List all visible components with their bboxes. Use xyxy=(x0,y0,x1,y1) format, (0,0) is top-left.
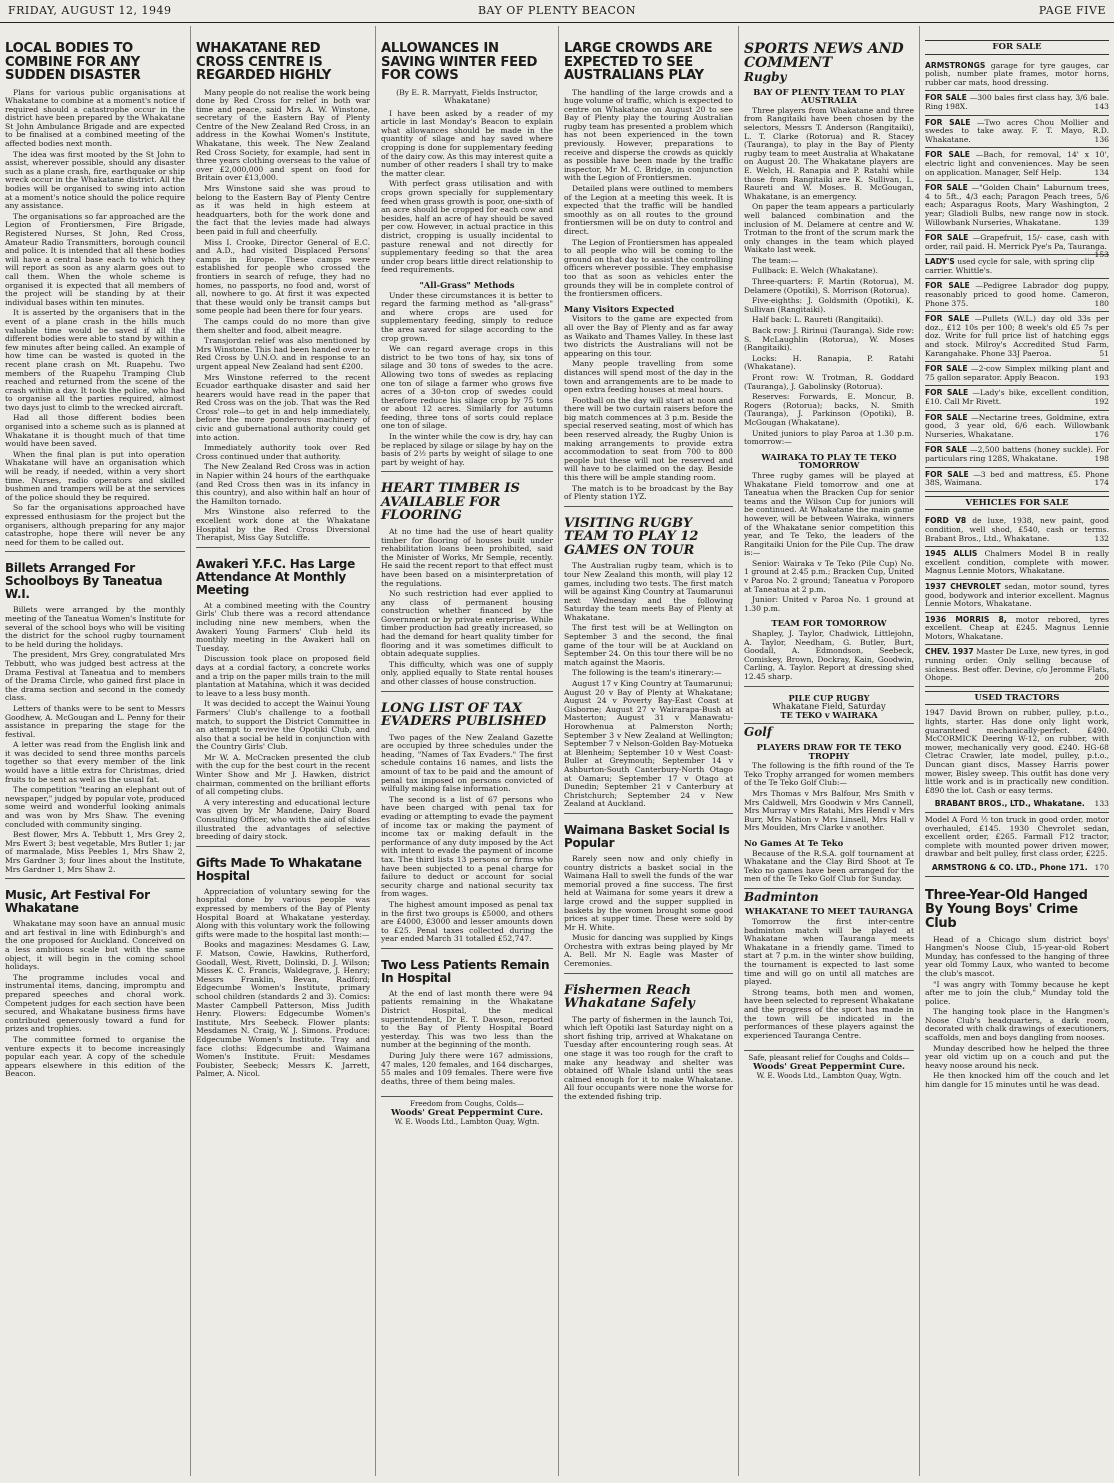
classified-ad xyxy=(925,116,1109,149)
paragraph: The programme includes vocal and instrumental items, dancing, impromptu and prepared speeches and choral work. Competent judges for each section have been secured, and Whakatane business firms have contributed generously toward a fund for prizes and trophies. xyxy=(5,972,185,1034)
headline-wairaka: WAIRAKA TO PLAY TE TEKO TOMORROW xyxy=(761,451,897,471)
ad-number: 198 xyxy=(1094,453,1109,463)
column-4 xyxy=(558,26,738,1476)
classified-lead: FOR SALE xyxy=(925,314,970,324)
paragraph: When the final plan is put into operation Whakatane will have an organisation which will be ready, if needed, within a very short time. Nurses, radio operators and skilled bushmen and trampers will be at the services of the police should they be required. xyxy=(5,449,185,502)
classified-text: —Grapefruit, 15/- case, cash with order, rail paid. H. Merrick Pye's Pa, Tauranga. xyxy=(925,233,1109,251)
paragraph: Front row: W. Trotman, R. Goddard (Tauranga), J. Gabolinsky (Rotorua). xyxy=(744,373,914,391)
ad-address: W. E. Woods Ltd., Lambton Quay, Wgtn. xyxy=(756,1070,902,1080)
paragraph: Books and magazines: Mesdames G. Law, F. Matson, Cowie, Hawkins, Rutherford, Goodall, West, Rivett, Dolinski, D. J. Wilson; Misses K. C. Francis, Waldegrave, J. Henry; Messrs Franklin, Bevan, Radford; Edgecumbe Women's Institute, primary school children (standards 2 and 3). Comics: Master Campbell Patterson, Miss Judith Henry. Flowers: Edgecumbe Women's Institute, Mrs Seebeck. Flower plants: Mesdames N. Craig, W. J. Simons. Produce: Edgecumbe Women's Institute. Tray and face cloths: Edgecumbe and Waimana Women's Institute. Fruit: Mesdames Foubister, Seebeck; Messrs K. Jarrett, Palmer, A. Nicol. xyxy=(196,940,370,1079)
tractors-text: 1947 David Brown on rubber, pulley, p.t.o., lights, starter. Has done only light work, guaranteed mechanically-perfect. £490. McCORMICK Deering W-12, on rubber, with mower, mechanically very good. £240. HG-68 Cletrac Crawler, late model, pulley, p.t.o., Duncan giant discs, Massey Harris power mower, Bisley sweep. This outfit has done very little work and is in practically new condition. £890 the lot. Cash or easy terms. xyxy=(925,708,1109,795)
paragraph: The Australian rugby team, which is to tour New Zealand this month, will play 12 games, including two tests. The first match will be against King Country at Taumarunui next Wednesday and the following Saturday the team meets Bay of Plenty at Whakatane. xyxy=(564,561,733,622)
paragraph: Rarely seen now and only chiefly in country districts a basket social in the Waimana Hall to swell the funds of the war memorial proved a fine success. The first held at Waimana for some years it drew a large crowd and the supper supplied in baskets by the women brought some good prices at supper time. These were sold by Mr H. White. xyxy=(564,853,733,932)
classified-text: —2,500 battens (honey suckle). For particulars ring 128S, Whakatane. xyxy=(925,445,1109,463)
paragraph: The camps could do no more than give them shelter and food, albeit meagre. xyxy=(196,316,370,335)
classified-lead: FORD V8 xyxy=(925,516,967,526)
ad-number: 174 xyxy=(1094,478,1109,488)
paragraph: The highest amount imposed as penal tax in the first two groups is £5000, and others are £4000, £3000 and lesser amounts down to £25. Penal taxes collected during the year ended March 31 totalled £52,747. xyxy=(381,899,553,944)
divider xyxy=(564,813,733,814)
paragraph: United juniors to play Paroa at 1.30 p.m. tomorrow:— xyxy=(744,428,914,447)
classified-lead: FOR SALE xyxy=(925,183,968,193)
paragraph: Music for dancing was supplied by Kings Orchestra with extras being played by Mr A. Bell. Mr N. Eagle was Master of Ceremonies. xyxy=(564,933,733,969)
classified-ad xyxy=(925,279,1109,312)
divider xyxy=(744,686,914,687)
subheading: Many Visitors Expected xyxy=(564,303,675,314)
paragraph: Five-eighths: J. Goldsmith (Opotiki), K. Sullivan (Rangitaiki). xyxy=(744,296,914,314)
headline-two-less-patients: Two Less Patients Remain In Hospital xyxy=(381,957,550,985)
paragraph: Senior: Wairaka v Te Teko (Pile Cup) No. 1 ground at 2.45 p.m.; Bracken Cup, United v Paroa No. 2 ground; Taneatua v Poroporo at Taneatua at 2 p.m. xyxy=(744,558,914,594)
classified-ad xyxy=(925,386,1109,410)
ad-number: 132 xyxy=(1094,533,1109,543)
ad-number: 192 xyxy=(1094,397,1109,406)
classified-lead: FOR SALE xyxy=(925,388,969,398)
classified-lead: FOR SALE xyxy=(925,469,969,479)
pile-cup-venue: Whakatane Field, Saturday xyxy=(772,701,886,712)
paragraph: The following is the fifth round of the Te Teko Trophy arranged for women members of the Te Teko Golf Club:— xyxy=(744,761,914,788)
paragraph: Letters of thanks were to be sent to Messrs Goodhew, A. McGougan and L. Penny for their assistance in preparing the stage for the festival. xyxy=(5,703,185,739)
paragraph: A very interesting and educational lecture was given by Mr Mandene, Dairy Board Consulting Officer, who with the aid of slides illustrated the advantages of selective breeding of dairy stock. xyxy=(196,797,370,842)
classified-text: —Pedigree Labrador dog puppy, reasonably priced to good home. Cameron, Phone 375. xyxy=(925,281,1110,308)
pile-cup-box xyxy=(744,694,914,720)
headline-hanged: Three-Year-Old Hanged By Young Boys' Crime Club xyxy=(925,887,1088,931)
tractors-heading: USED TRACTORS xyxy=(925,691,1109,706)
paragraph: Mrs Winstone also referred to the excellent work done at the Whakatane Hospital by the Red Cross Diversional Therapist, Miss Gay Sutcliffe. xyxy=(196,507,370,543)
ad-number: 180 xyxy=(1094,298,1109,308)
paragraph: Immediately authority took over Red Cross continued under that authority. xyxy=(196,443,370,461)
masthead xyxy=(0,0,1114,23)
paragraph: The Legion of Frontiersmen has appealed to all people who will be coming to the ground on that day to assist the controlling officers wherever possible. They emphasise too that as soon as vehicles enter the grounds they will be in complete control of the frontiersmen officers. xyxy=(564,237,734,299)
armstrong-firm xyxy=(925,861,1109,877)
ad-line: Safe, pleasant relief for Coughs and Colds— xyxy=(748,1053,910,1063)
paragraph: The team:— xyxy=(752,255,799,265)
paragraph: Shapley, J. Taylor, Chadwick, Littlejohn, A. Taylor, Needham, G. Butler, Burt, Goodall, A. Edmondson, Seebeck, Comiskey, Brown, Dockray, Kain, Goodwin, Carling, A. Taylor. Report at dressing shed 12.45 sharp. xyxy=(744,629,914,681)
paragraph: Tomorrow the first inter-centre badminton match will be played at Whakatane when Tauranga meets Whakatane in a friendly game. Timed to start at 7 p.m. in the winter show building, the tournament is expected to last some time and will go on until all matches are played. xyxy=(744,917,914,987)
ad-number: 51 xyxy=(1099,348,1109,358)
paragraph: Mrs Winstone said she was proud to belong to the Eastern Bay of Plenty Centre as it was held in high esteem at headquarters, both for the work done and the fact that the levies made had always been paid in full and cheerfully. xyxy=(196,184,370,236)
classified-lead: 1945 ALLIS xyxy=(925,549,978,559)
paragraph: At a combined meeting with the Country Girls' Club there was a record attendance including nine new members, when the Awakeri Young Farmers' Club held its monthly meeting in the Awakeri hall on Tuesday. xyxy=(196,600,370,653)
paragraph: A letter was read from the English link and it was decided to send three months parcels together so that every member of the link would have a little extra for Christmas, dried fruits to be sent as well as the usual fat. xyxy=(5,740,185,784)
divider xyxy=(564,973,733,974)
classified-ad xyxy=(925,181,1109,231)
headline-winter-feed: ALLOWANCES IN SAVING WINTER FEED FOR COWS xyxy=(381,41,538,83)
paragraph: The first test will be at Wellington on September 3 and the second, the final game of the tour will be at Auckland on September 24. On this tour there will be no match against the Maoris. xyxy=(564,623,733,667)
paragraph: Half back: L. Raureti (Rangitaiki). xyxy=(752,315,884,325)
classified-ad xyxy=(925,362,1109,386)
vehicle-list xyxy=(925,514,1109,687)
classified-lead: FOR SALE xyxy=(925,364,968,374)
paragraph: Transjordan relief was also mentioned by Mrs Winstone. This had been handed over to Red Cross by U.N.O. and in response to an urgent appeal New Zealand had sent £200. xyxy=(196,336,370,371)
classified-ad xyxy=(925,443,1109,467)
newspaper-name: BAY OF PLENTY BEACON xyxy=(477,4,637,17)
paragraph: Billets were arranged by the monthly meeting of the Taneatua Women's Institute for several of the school boys who will be visiting the district for the school rugby tournament to be held during the holidays. xyxy=(5,605,185,649)
paragraph: Munday described how he helped the three year old victim up on a couch and put the heavy noose around his neck. xyxy=(925,1043,1109,1070)
ad-number: 136 xyxy=(1094,134,1109,144)
paragraph: Detailed plans were outlined to members of the Legion at a meeting this week. It is expected that the traffic will be handled smoothly as on all routes to the ground frontiersmen will be on duty to control and direct. xyxy=(564,184,733,236)
column-1 xyxy=(0,26,190,1476)
headline-bop-team: BAY OF PLENTY TEAM TO PLAY AUSTRALIA xyxy=(753,86,905,106)
paragraph: Many people travelling from some distances will spend most of the day in the town and arrangements are to be made to open extra feeding houses at meal hours. xyxy=(564,359,733,395)
headline-tax-evaders: LONG LIST OF TAX EVADERS PUBLISHED xyxy=(381,700,547,730)
paragraph: So far the organisations approached have expressed enthusiasm for the project but the organisers, although preparing for any major catastrophe, hope there will never be any need for them to be called out. xyxy=(5,503,185,547)
classified-text: —3 bed and mattress, £5. Phone 38S, Waimana. xyxy=(925,469,1109,488)
paragraph: He then knocked him off the couch and let him dangle for 15 minutes until he was dead. xyxy=(925,1071,1109,1090)
classified-text: —Lady's bike, excellent condition, £10. Call Mr Rivett. xyxy=(925,388,1109,406)
peppermint-cure-ad xyxy=(381,1096,553,1126)
divider xyxy=(381,691,553,692)
subheading: No Games At Te Teko xyxy=(744,837,844,848)
issue-date: FRIDAY, AUGUST 12, 1949 xyxy=(8,4,172,17)
paragraph: The handling of the large crowds and a huge volume of traffic, which is expected to centre on Whakatane on August 20 to see Bay of Plenty play the touring Australian rugby team has presented a problem which has not been experienced in the town previously. However, preparations to receive and disperse the crowds as quickly as possible have been made by the traffic inspector, Mr M. C. Bridge, in conjunction with the Legion of Frontiersmen. xyxy=(564,87,733,183)
paragraph: Under these circumstances it is better to regard the farming method as "all-grass" and where crops are used for supplementary feeding, simply to reduce the area saved for silage according to the crop grown. xyxy=(381,290,553,343)
paragraph: Strong teams, both men and women, have been selected to represent Whakatane and the progress of the sport has made in the town will be indicated in the performances of these players against the experienced Tauranga Centre. xyxy=(744,987,914,1040)
subheading: "All-Grass" Methods xyxy=(419,279,515,290)
classified-ad xyxy=(925,547,1109,580)
paragraph: Fullback: E. Welch (Whakatane). xyxy=(752,266,878,276)
paragraph: The New Zealand Red Cross was in action in Napier within 24 hours of the earthquake (and Red Cross then was in its infancy in this country), and also within half an hour of the Hamilton tornado. xyxy=(196,462,370,506)
paragraph: Had all those different bodies been organised into a scheme such as is planned at Whakatane it is thought much of that time would have been saved. xyxy=(5,413,185,449)
classified-lead: FOR SALE xyxy=(925,412,968,422)
paragraph: In the winter while the cow is dry, hay can be replaced by silage or silage by hay on the basis of 2½ parts by weight of silage to one part by weight of hay. xyxy=(381,432,554,467)
subheading-team: TEAM FOR TOMORROW xyxy=(771,618,887,629)
classified-ad xyxy=(925,514,1109,547)
tractors-firm xyxy=(925,797,1109,813)
paragraph: The president, Mrs Grey, congratulated Mrs Tebbutt, who was judged best actress at the Drama Festival at Taneatua and to members of the Drama Circle, who gained first place in the drama section and second in the comedy class. xyxy=(5,650,185,703)
ad-number: 143 xyxy=(1094,101,1109,111)
classified-ad xyxy=(925,231,1109,260)
paragraph: Appreciation of voluntary sewing for the hospital done by various people was expressed by members of the Bay of Plenty Hospital Board at Whakatane yesterday. Along with this voluntary work the following gifts were made to the hospital last month:— xyxy=(196,886,370,939)
headline-music-festival: Music, Art Festival For Whakatane xyxy=(5,888,150,916)
classified-text: de luxe, 1938, new paint, good condition, well shod, £540, cash or terms. Brabant Bros., Ltd., Whakatane. xyxy=(925,516,1109,543)
paragraph: Three rugby games will be played at Whakatane Field tomorrow and one at Taneatua when the Bracken Cup for senior teams and the Wilson Cup for juniors will be continued. At Whakatane the main game however, will be between Wairaka, winners of the Whakatane senior competition this year, and Te Teko, the leaders of the Rangitaiki Union for the Pile Cup. The draw is:— xyxy=(744,470,914,558)
pile-cup-title: PILE CUP RUGBY xyxy=(788,692,870,703)
paragraph: No such restriction had ever applied to any class of permanent housing construction whether financed by the Government or by private enterprise. While timber production had greatly increased, so had the demand for heart quality timber for flooring and it was sometimes difficult to obtain adequate supplies. xyxy=(381,589,553,659)
headline-local-bodies: LOCAL BODIES TO COMBINE FOR ANY SUDDEN DISASTER xyxy=(5,41,141,83)
column-5 xyxy=(738,26,919,1476)
classified-text: Master De Luxe, new tyres, in god running order. Only selling because of sickness. Best offer. Devine, c/o Jeromme Flats, Ohope. xyxy=(925,647,1109,683)
paragraph: It was decided to accept the Wainui Young Farmers' Club's challenge to a football match, to support the District Committee in an attempt to revive the Opotiki Club, and also that a social be held in conjunction with the Country Girls' Club. xyxy=(196,699,370,752)
paragraph: Three players from Whakatane and three from Rangitaiki have been chosen by the selectors, Messrs T. Anderson (Rangitaiki), L. T. Clarke (Rotorua) and R. Stacey (Tauranga), to play in the Bay of Plenty rugby team to meet Australia at Whakatane on August 20. The Whakatane players are E. Welch, H. Ranapia and P. Ratahi while those from Rangitaiki are K. Sullivan, L. Raureti and W. Moses. B. McGougan, Whakatane, is an emergency. xyxy=(744,105,914,201)
paragraph: With perfect grass utilisation and with crops grown specially for supplementary feed when grass growth is poor, one-sixth of an acre should be cropped for each cow and besides, half an acre of hay should be saved per cow. However, in actual practice in this district, cropping is usually incidental to pasture renewal and not directly for supplementary feeding so that the area under crop bears little direct relationship to feed requirements. xyxy=(381,179,553,275)
classified-lead: ARMSTRONGS xyxy=(925,60,986,70)
divider xyxy=(196,846,370,847)
paragraph: Visitors to the game are expected from all over the Bay of Plenty and as far away as Waikato and Thames Valley. In these last two districts the Australians will not be appearing on this tour. xyxy=(564,314,733,358)
kicker-badminton: Badminton xyxy=(744,889,819,904)
paragraph: Many people do not realise the work being done by Red Cross for relief in both war time and peace, said Mrs A. W. Winstone, secretary of the Eastern Bay of Plenty Centre of the New Zealand Red Cross, in an address in the Kowhai Women's Institute, Whakatane, this week. The New Zealand Red Cross Society, for example, had sent in three years clothing overseas to the value of over £2,000,000 and spent on food for Britain over £13,000. xyxy=(196,87,370,183)
headline-waimana-social: Waimana Basket Social Is Popular xyxy=(564,822,730,850)
paragraph: Plans for various public organisations at Whakatane to combine at a moment's notice if required should a catastrophe occur in the district have been prepared by the Whakatane St John Ambulance Brigade and are expected to be finalised at a combined meeting of the affected bodies next month. xyxy=(5,87,185,149)
ad-number: 139 xyxy=(1094,217,1109,227)
divider xyxy=(564,506,733,507)
classified-ad xyxy=(925,312,1109,362)
paragraph: Best flower, Mrs A. Tebbutt 1, Mrs Grey 2, Mrs Ewert 3; best vegetable, Mrs Butler 1; jar of marmalade, Miss Peebles 1, Mrs Shaw 2, Mrs Gardner 3; four lines about the Institute, Mrs Gardner 1, Mrs Shaw 2. xyxy=(5,830,185,874)
paragraph: Miss I. Crooke, Director General of E.C. and A.D., had visited Displaced Persons' camps in Europe. These camps were established for people who crossed the frontiers in search of refuge, they had no homes, no passports, no food and, worst of all, nowhere to go. At first it was expected that these would only be transit camps but some people had been there for four years. xyxy=(196,237,370,316)
paragraph: Reserves: Forwards, E. Moncur, B. Rogers (Rotorua); backs, N. Smith (Tauranga), J. Parkinson (Opotiki), B. McGougan (Whakatane). xyxy=(744,392,914,427)
divider xyxy=(381,471,553,472)
classified-ad xyxy=(925,255,1109,279)
paragraph: Mrs Winstone referred to the recent Ecuador earthquake disaster and said her hearers would have read in the paper that Red Cross was on the job. That was the Red Cross' role—to get in and help immediately, before the more ponderous machinery of civic and gubernational authority could get into action. xyxy=(196,372,370,442)
ad-product: Woods' Great Peppermint Cure. xyxy=(390,1108,544,1118)
classified-text: —"Golden Chain" Laburnum trees, 4 to 5ft., 4/3 each; Paragon Peach trees, 5/6 each; Asparagus Roots, Mary Washington, 2 year; Gladioli Bulbs, new range now in stock. Willowbank Nurseries, Whakatane. xyxy=(925,183,1109,227)
kicker-golf: Golf xyxy=(744,725,772,740)
sports-section-title: SPORTS NEWS AND COMMENT xyxy=(744,41,904,71)
paragraph: Because of the R.S.A. golf tournament at Whakatane and the Clay Bird Shoot at Te Teko no games have been arranged for the men of the Te Teko Golf Club for Sunday. xyxy=(744,848,914,884)
paragraph: On paper the team appears a particularly well balanced combination and the inclusion of M. Delamere at centre and W. Trotman to the front of the scrum mark the only changes in the team which played Waikato last week. xyxy=(744,202,914,255)
paragraph: The idea was first mooted by the St John to assist, wherever possible, should any disaster such as a plane crash, fire, earthquake or ship wreck occur in the Whakatane district. All the bodies will be organised to swing into action at a moment's notice should the police require any assistance. xyxy=(5,149,185,211)
classified-text: motor rebored, tyres excellent. Cheap at £245. Magnus Lennie Motors, Whakatane. xyxy=(925,614,1109,641)
paragraph: Discussion took place on proposed field days at a cordial factory, a concrete works and a trip on the paper mills train to the mill plantation at Matahina, which it was decided to leave to a less busy month. xyxy=(196,654,370,698)
armstrong-name: ARMSTRONG & CO. LTD., Phone 171. xyxy=(931,862,1088,872)
classified-ad xyxy=(925,91,1109,115)
ad-address: W. E. Woods Ltd., Lambton Quay, Wgtn. xyxy=(394,1116,540,1126)
classified-ad xyxy=(925,613,1109,646)
divider xyxy=(5,551,185,552)
classified-text: —300 bales first class hay, 3/6 bale. Ring 198X. xyxy=(925,93,1110,111)
classified-lead: FOR SALE xyxy=(925,150,970,160)
classified-text: Chalmers Model B in really excellent condition, complete with mower. Magnus Lennie Motors, Whakatane. xyxy=(925,549,1109,576)
classified-lead: FOR SALE xyxy=(925,445,968,455)
ad-line: Freedom from Coughs, Colds— xyxy=(409,1099,525,1109)
paragraph: Junior: United v Paroa No. 1 ground at 1.30 p.m. xyxy=(744,595,914,613)
classified-lead: LADY'S xyxy=(925,257,955,267)
for-sale-list xyxy=(925,59,1109,492)
classified-lead: FOR SALE xyxy=(925,233,969,243)
classified-text: —Bach, for removal, 14' x 10', electric light and conveniences. May be seen on application. Manager, Self Help. xyxy=(925,150,1109,177)
kicker-rugby: Rugby xyxy=(744,70,787,84)
paragraph: The match is to be broadcast by the Bay of Plenty station 1YZ. xyxy=(564,483,733,502)
paragraph: August 17 v King Country at Taumarunui; August 20 v Bay of Plenty at Whakatane; August 24 v Poverty Bay-East Coast at Gisborne; August 27 v Wairarapa-Bush at Masterton; August 31 v Manawatu-Horowhenua at Palmerston North; September 3 v New Zealand at Wellington; September 7 v Nelson-Golden Bay-Motueka at Blenheim; September 10 v West Coast-Buller at Greymouth; September 14 v Ashburton-South Canterbury-North Otago at Oamaru; September 17 v Otago at Dunedin; September 21 v Canterbury at Christchurch; September 24 v New Zealand at Auckland. xyxy=(564,679,733,809)
headline-heart-timber: HEART TIMBER IS AVAILABLE FOR FLOORING xyxy=(381,481,520,524)
paragraph: This difficulty, which was one of supply only, applied equally to State rental houses and other classes of house construction. xyxy=(381,659,553,687)
column-6-classifieds xyxy=(919,26,1114,1476)
classified-text: —Nectarine trees, Goldmine, extra good, 3 year old, 6/6 each. Willowbank Nurseries, Whakatane. xyxy=(925,412,1109,439)
headline-badminton: WHAKATANE TO MEET TAURANGA xyxy=(745,906,913,917)
peppermint-cure-ad xyxy=(744,1050,914,1080)
paragraph: It is asserted by the organisers that in the event of a plane crash in the hills much valuable time would be saved if all the different bodies were able to stand by within a few minutes after being called. An example of how time can be wasted is quoted in the recent plane crash on Mt. Ruapehu. Two members of the Ruapehu Tramping Club reached and returned from the scene of the crash within a day. It took the police, who had to organise all the parties required, almost two days just to climb to the wrecked aircraft. xyxy=(5,308,185,412)
classified-text: —Pullets (W.L.) day old 33s per doz., £12 10s per 100; 8 week's old £5 7s per doz. Write for full price list of hatching eggs and stock. Milroy's Accredited Stud Farm, Karangahake. Phone 33J Paeroa. xyxy=(925,314,1109,358)
classified-ad xyxy=(925,645,1109,686)
page-number: PAGE FIVE xyxy=(1038,4,1106,17)
vehicles-heading: VEHICLES FOR SALE xyxy=(925,496,1109,511)
paragraph: The organisations so far approached are the Legion of Frontiersmen, Fire Brigade, Registered Nurses, St John, Red Cross, Amateur Radio Transmitters, borough council and police. It is intended that all these bodies will have a central base each to which they will report as soon as any alarm goes out to call them. When the whole scheme is organised it is expected that all members of the project will be standing by at their individual bases within ten minutes. xyxy=(5,211,185,307)
paragraph: During July there were 167 admissions, 47 males, 120 females, and 164 discharges, 55 males and 109 females. There were five deaths, three of them being males. xyxy=(381,1051,553,1086)
paragraph: Locks: H. Ranapia, P. Ratahi (Whakatane). xyxy=(744,353,914,372)
classified-text: —Two acres Chou Mollier and swedes to take away. F. T. Mayo, R.D. Whakatane. xyxy=(925,117,1109,144)
classified-text: sedan, motor sound, tyres good, bodywork and interior excellent. Magnus Lennie Motors, Whakatane. xyxy=(925,581,1109,609)
paragraph: Two pages of the New Zealand Gazette are occupied by three schedules under the heading, "Names of Tax Evaders." The first schedule contains 16 names, and lists the amount of tax to be paid and the amount of penal tax imposed on persons convicted of wilfully making false information. xyxy=(381,732,553,794)
divider xyxy=(196,547,370,548)
headline-awakeri: Awakeri Y.F.C. Has Large Attendance At Monthly Meeting xyxy=(196,556,355,597)
pile-cup-match: TE TEKO v WAIRAKA xyxy=(780,709,878,720)
paragraph: The second is a list of 67 persons who have been charged with penal tax for evading or attempting to evade the payment of income tax or making the payment of income tax or making default in the performance of any duty imposed by the Act with intent to evade the payment of income tax. The third lists 13 persons or firms who have been subjected to a penal charge for failure to deduct or account for social security charge and national security tax from wages. xyxy=(381,794,553,899)
divider xyxy=(744,888,914,889)
headline-gifts-hospital: Gifts Made To Whakatane Hospital xyxy=(196,855,362,883)
classified-text: —2-cow Simplex milking plant and 75 gallon separator. Apply Beacon. xyxy=(925,364,1109,382)
classified-lead: FOR SALE xyxy=(925,281,970,291)
divider xyxy=(5,878,185,879)
paragraph: At the end of last month there were 94 patients remaining in the Whakatane District Hospital, the medical superintendent, Dr E. T. Dawson, reported to the Bay of Plenty Hospital Board yesterday. This was two less than the number at the beginning of the month. xyxy=(381,988,553,1050)
ad-number: 170 xyxy=(1094,862,1109,872)
for-sale-heading: FOR SALE xyxy=(925,40,1109,55)
ad-number: 134 xyxy=(1094,167,1109,177)
model-a-ad: Model A Ford ½ ton truck in good order, motor overhauled, £145. 1930 Chevrolet sedan, excellent order, £265. Farmall F12 tractor, complete with mounted power driven mower, drawbar and belt pulley, first class order, £225. xyxy=(925,814,1109,859)
ad-number: 133 xyxy=(1094,799,1109,809)
paragraph: Football on the day will start at noon and there will be two curtain raisers before the big match commences at 3 p.m. Beside the special reserved seating, most of which has been reserved already, the Rugby Union is making arrangements to provide extra accommodation to seat from 700 to 800 people but these will not be reserved and will have to be claimed on the day. Beside this there will be ample standing room. xyxy=(564,395,733,483)
tractors-firm-name: BRABANT BROS., LTD., Whakatane. xyxy=(934,799,1085,809)
classified-text: used cycle for sale, with spring clip carrier. Whittle's. xyxy=(925,257,1095,275)
paragraph: The competition "tearing an elephant out of newspaper," judged by popular vote, produced some weird and wonderful looking animals and was won by Mrs Shaw. The evening concluded with community singing. xyxy=(5,785,185,829)
paragraph: The hanging took place in the Hangmen's Noose Club's headquarters, a dark room, decorated with chalk drawings of executioners, scaffolds, men and boys dangling from nooses. xyxy=(925,1007,1109,1043)
headline-fishermen: Fishermen Reach Whakatane Safely xyxy=(564,982,695,1012)
classified-lead: 1937 CHEVROLET xyxy=(925,581,1001,591)
paragraph: The following is the team's itinerary:— xyxy=(572,668,722,678)
paragraph: Back row: J. Ririnui (Tauranga). Side row: S. McLaughlin (Rotorua), W. Moses (Rangitaiki). xyxy=(744,326,914,353)
column-2 xyxy=(190,26,375,1476)
byline: (By E. R. Marryatt, Fields Instructor, Whakatane) xyxy=(396,87,538,106)
paragraph: We can regard average crops in this district to be two tons of hay, six tons of silage and 30 tons of swedes to the acre. Allowing two tons of swedes as replacing one ton of silage a farmer who grows five acres of a 30-ton crop of swedes could therefore reduce his silage crop by 75 tons or about 12 acres. Similarly for autumn feeding, three tons of sorts could replace one ton of silage. xyxy=(381,344,553,431)
headline-large-crowds: LARGE CROWDS ARE EXPECTED TO SEE AUSTRALIANS PLAY xyxy=(564,41,713,83)
classified-lead: FOR SALE xyxy=(925,93,967,103)
ad-product: Woods' Great Peppermint Cure. xyxy=(752,1061,906,1072)
paragraph: Whakatane may soon have an annual music and art festival in line with Edinburgh's and the one proposed for Auckland. Conceived on a less ambitious scale but with the same object, it will begin in the coming school holidays. xyxy=(5,919,185,972)
classified-text: garage for tyre gauges, car polish, number plate frames, motor horns, rubber car mats, hood dressing. xyxy=(925,60,1109,87)
ad-number: 200 xyxy=(1094,673,1109,683)
classified-lead: 1936 MORRIS 8, xyxy=(925,614,1007,624)
divider xyxy=(744,723,914,724)
ad-number: 193 xyxy=(1094,372,1109,382)
classified-ad xyxy=(925,411,1109,444)
ad-number: 153 xyxy=(1094,250,1109,260)
column-3 xyxy=(375,26,558,1476)
headline-te-teko-trophy: PLAYERS DRAW FOR TE TEKO TROPHY xyxy=(756,741,902,761)
paragraph: I have been asked by a reader of my article in last Monday's Beacon to explain what allowances should be made in the quantity of silage and hay saved where cropping is done for supplementary feeding of the dairy cow. As this may interest quite a number of other readers I shall try to make the matter clear. xyxy=(381,108,553,178)
paragraph: The party of fishermen in the launch Toi, which left Opotiki last Saturday night on a short fishing trip, arrived at Whakatane on Tuesday after encountering rough seas. At one stage it was too rough for the craft to make any headway and shelter was obtained off Whale Island until the seas calmed enough for it to make Whakatane. All four occupants were none the worse for the extended fishing trip. xyxy=(564,1014,733,1101)
paragraph: "I was angry with Tommy because he kept after me to join the club," Munday told the police. xyxy=(925,979,1109,1006)
classified-lead: FOR SALE xyxy=(925,117,971,127)
paragraph: Mr W. A. McCracken presented the club with the cup for the best court in the recent Winter Show and Mr J. Hawken, district chairman, commented on the brilliant efforts of all competing clubs. xyxy=(196,752,370,797)
headline-red-cross: WHAKATANE RED CROSS CENTRE IS REGARDED HIGHLY xyxy=(196,41,332,83)
paragraph: Mrs Thomas v Mrs Balfour, Mrs Smith v Mrs Caldwell, Mrs Goodwin v Mrs Cannell, Mrs Murray v Mrs Ratahi, Mrs Hendl v Mrs Burr, Mrs Nation v Mrs Linsell, Mrs Hall v Mrs Moulden, Mrs Clarke v another. xyxy=(744,788,914,833)
paragraph: Three-quarters: F. Martin (Rotorua), M. Delamere (Opotiki), S. Morrison (Rotorua). xyxy=(744,277,914,295)
paragraph: At no time had the use of heart quality timber for flooring of houses built under rehabilitation loans been prohibited, said the Minister of Works, Mr Semple, recently. He said the recent report to that effect must have been based on a misinterpretation of the regulations. xyxy=(381,526,553,588)
divider xyxy=(381,948,553,949)
ad-number: 176 xyxy=(1094,429,1109,439)
paragraph: Head of a Chicago slum district boys' Hangmen's Noose Club, 15-year-old Robert Munday, has confessed to the hanging of three year old Tommy Laux, who wanted to become the club's mascot. xyxy=(925,934,1109,978)
classified-ad xyxy=(925,148,1109,181)
headline-visiting-rugby: VISITING RUGBY TEAM TO PLAY 12 GAMES ON TOUR xyxy=(564,515,699,558)
classified-ad xyxy=(925,468,1109,492)
headline-billets: Billets Arranged For Schoolboys By Taneatua W.I. xyxy=(5,561,163,602)
paragraph: The committee formed to organise the venture expects it to become increasingly popular each year. A copy of the schedule appears elsewhere in this edition of the Beacon. xyxy=(5,1034,185,1079)
classified-ad xyxy=(925,59,1109,92)
classified-ad xyxy=(925,580,1109,613)
classified-lead: CHEV. 1937 xyxy=(925,647,974,657)
